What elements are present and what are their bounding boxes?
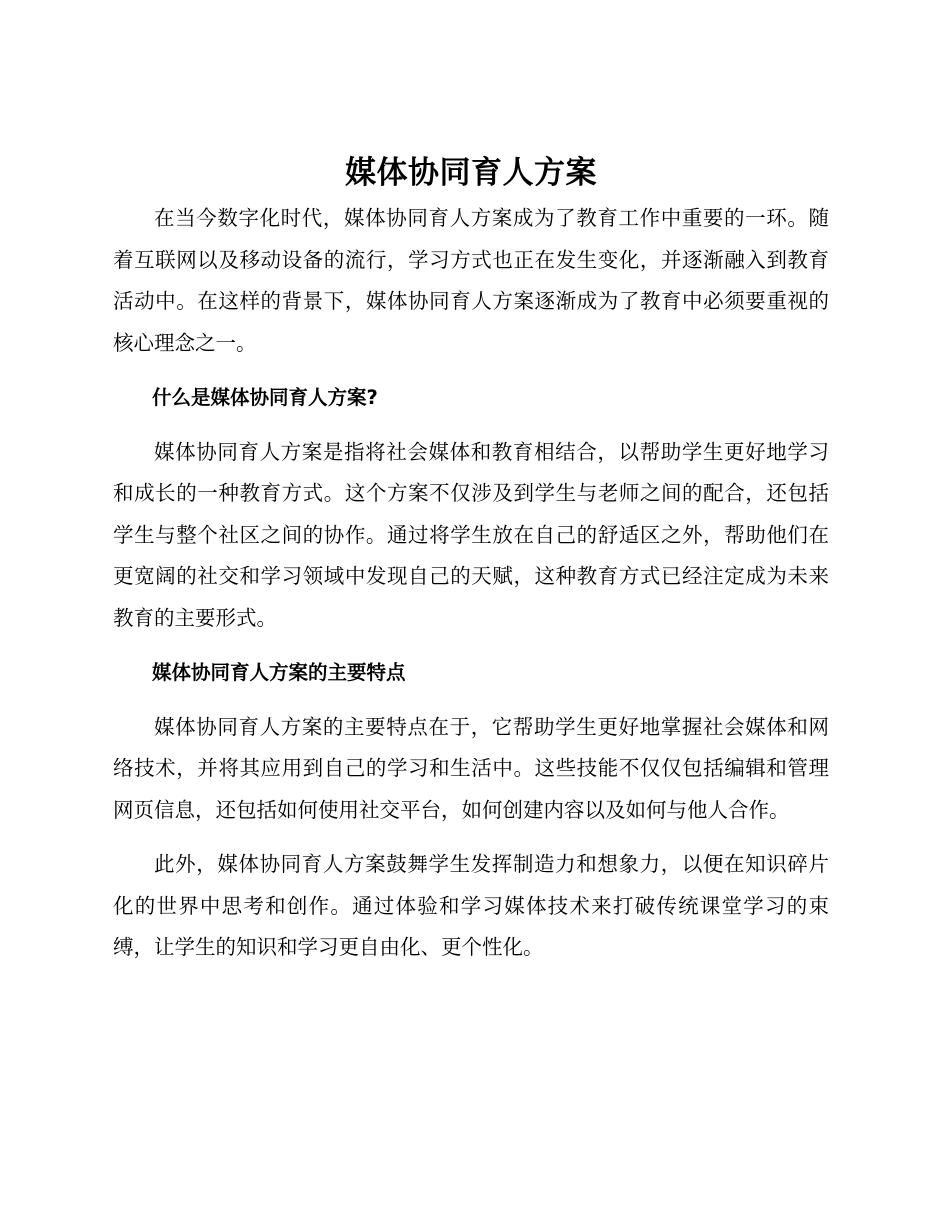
document-title: 媒体协同育人方案	[345, 155, 597, 191]
definition-paragraph: 媒体协同育人方案是指将社会媒体和教育相结合，以帮助学生更好地学习和成长的一种教育方式。这个方案不仅涉及到学生与老师之间的配合，还包括学生与整个社区之间的协作。通过将学生放在自己的舒适区之外，帮助他们在更宽阔的社交和学习领域中发现自己的天赋，这种教育方式已经注定成为未来教育的主要形式。	[113, 439, 829, 630]
intro-paragraph: 在当今数字化时代，媒体协同育人方案成为了教育工作中重要的一环。随着互联网以及移动设备的流行，学习方式也正在发生变化，并逐渐融入到教育活动中。在这样的背景下，媒体协同育人方案逐渐成为了教育中必须要重视的核心理念之一。	[113, 206, 829, 355]
features-paragraph: 媒体协同育人方案的主要特点在于，它帮助学生更好地掌握社会媒体和网络技术，并将其应用到自己的学习和生活中。这些技能不仅仅包括编辑和管理网页信息，还包括如何使用社交平台，如何创建内容以及如何与他人合作。	[113, 714, 829, 822]
section-heading-features: 媒体协同育人方案的主要特点	[152, 661, 406, 684]
section-heading-what-is: 什么是媒体协同育人方案?	[152, 386, 378, 409]
conclusion-paragraph: 此外，媒体协同育人方案鼓舞学生发挥制造力和想象力，以便在知识碎片化的世界中思考和创作。通过体验和学习媒体技术来打破传统课堂学习的束缚，让学生的知识和学习更自由化、更个性化。	[113, 852, 829, 959]
document-body	[113, 148, 829, 969]
